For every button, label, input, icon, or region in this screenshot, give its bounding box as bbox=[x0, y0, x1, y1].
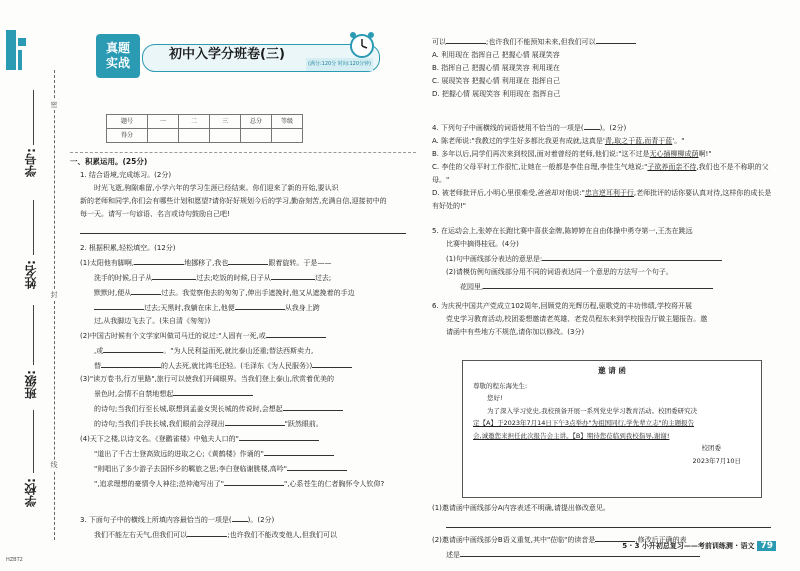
page-footer bbox=[622, 541, 776, 551]
blank[interactable] bbox=[287, 461, 347, 471]
school-label: 学校: bbox=[24, 478, 38, 507]
text: 可以 bbox=[432, 38, 446, 46]
letter-body: 定【A】于2023年7月14日下午3点举办"为祖国同行,学先辈立志"的主题报告 bbox=[473, 419, 695, 427]
score-cell: 题号 bbox=[107, 115, 148, 129]
score-cell: 总分 bbox=[241, 115, 272, 129]
blank[interactable] bbox=[187, 527, 227, 537]
binding-margin bbox=[0, 0, 62, 571]
score-input[interactable] bbox=[179, 129, 210, 143]
text: 的人去死,就比鸿毛还轻。(毛泽东《为人民服务》) bbox=[161, 362, 313, 370]
text: "跃然眼前。 bbox=[284, 420, 323, 428]
letter-date: 2023年7月10日 bbox=[692, 456, 741, 465]
letter-signature: 校团委 bbox=[701, 444, 721, 452]
text: 默默时,便从 bbox=[94, 289, 132, 297]
blank[interactable] bbox=[264, 446, 334, 456]
letter-body: 会,诚邀您来担任此次报告会主讲。【B】期待您莅临到我校指导,谢谢! bbox=[473, 431, 670, 440]
passage-line: 新的老师和同学,你们会有哪些计划和愿望?请你好好规划今后的学习,勤奋刻苦,充满自信,迎接初中的 bbox=[80, 197, 387, 205]
school-field[interactable] bbox=[33, 410, 34, 473]
score-cell: 二 bbox=[179, 115, 210, 129]
question-stem: )。(2分) bbox=[247, 516, 275, 524]
class-field[interactable] bbox=[33, 305, 34, 365]
blank[interactable] bbox=[235, 300, 285, 310]
answer-line[interactable] bbox=[483, 279, 713, 289]
underlined-phrase: 忠言逆耳利于行 bbox=[584, 189, 634, 197]
underlined-phrase: 青,取之于蓝,而青于蓝 bbox=[604, 137, 673, 145]
text: 花园里, bbox=[460, 283, 484, 291]
blank[interactable] bbox=[312, 358, 352, 368]
answer-line[interactable] bbox=[542, 251, 722, 261]
text: ,修改后正确的表 bbox=[635, 536, 687, 544]
answer-line[interactable] bbox=[446, 515, 771, 528]
text: ,或 bbox=[94, 347, 104, 355]
text: 过去。我觉察他去的匆匆了,伸出手遮挽时,他又从遮挽着的手边 bbox=[161, 289, 355, 297]
option-c[interactable]: C. 展现笑容 把握心情 利用现在 指挥自己 bbox=[432, 77, 561, 85]
question-stem: )。(2分) bbox=[599, 124, 627, 132]
score-input[interactable] bbox=[148, 129, 179, 143]
text: 啊!" bbox=[698, 150, 712, 158]
blank[interactable] bbox=[103, 343, 163, 353]
question-3 bbox=[80, 512, 416, 542]
text: ;也许我们不能预知未来,但我们可以 bbox=[486, 38, 596, 46]
text: ",追求理想的豪情令人神往;范仲淹写出了" bbox=[94, 480, 225, 488]
text: 过去;天黑时,我躺在床上,他便 bbox=[144, 304, 235, 312]
question-3-continued bbox=[432, 34, 777, 101]
student-id-label: 学号: bbox=[24, 148, 38, 177]
question-stem: 党史学习教育活动,校团委想邀请老英雄、老党员程东来到学校报告厅做主题报告。邀 bbox=[446, 315, 708, 323]
letter-hello: 您好! bbox=[487, 394, 503, 402]
text: "道出了千古士登高致远的进取之心;《黄鹤楼》作诵的" bbox=[94, 450, 264, 458]
sub-question: (1)句中画线部分表达的意思是: bbox=[446, 255, 543, 263]
question-5 bbox=[432, 225, 777, 294]
underlined-phrase: 子欲养而亲不待 bbox=[647, 163, 697, 171]
sub-question: (1)邀请函中画线部分A内容表述不明确,请提出修改意见。 bbox=[432, 504, 610, 512]
option-d[interactable]: D. 把握心情 展现笑容 利用现在 指挥自己 bbox=[432, 90, 561, 98]
question-stem: 6. 为庆祝中国共产党成立102周年,回顾党的光辉历程,驱歌党的丰功伟绩,学校将开展 bbox=[432, 302, 692, 310]
real-exam-badge bbox=[96, 34, 140, 78]
blank[interactable] bbox=[224, 476, 284, 486]
text: 我们不能左右天气,但我们可以 bbox=[94, 531, 188, 539]
question-6 bbox=[432, 300, 777, 339]
score-table-score-row bbox=[107, 129, 303, 143]
text: '。" bbox=[672, 137, 685, 145]
section-divider bbox=[70, 152, 416, 153]
score-input[interactable] bbox=[272, 129, 303, 143]
blank[interactable] bbox=[101, 358, 161, 368]
answer-paren[interactable] bbox=[584, 120, 600, 130]
blank[interactable] bbox=[173, 386, 253, 396]
text: 洗手的时候,日子从 bbox=[94, 274, 153, 282]
name-field[interactable] bbox=[33, 200, 34, 255]
text: 的诗句;当我们手扶长城,我们眼前会浮现出 bbox=[94, 420, 225, 428]
blank[interactable] bbox=[446, 34, 486, 44]
passage-line: 时光飞逝,驹隙难留,小学六年的学习生涯已经结束。你们迎来了新的开始,要认识 bbox=[94, 184, 339, 192]
right-column bbox=[432, 30, 777, 565]
question-4 bbox=[432, 120, 777, 213]
text: 景色时,会情不自禁地想起 bbox=[94, 390, 174, 398]
text: 跟着旋转。于是—— bbox=[268, 259, 332, 267]
left-column bbox=[66, 30, 416, 565]
question-stem: 2. 根据积累,轻松填空。(12分) bbox=[80, 244, 176, 252]
score-cell: 得分 bbox=[107, 129, 148, 143]
blank[interactable] bbox=[152, 270, 196, 280]
page-number: 79 bbox=[757, 541, 776, 551]
option-c: C. 李佳的父母平时工作很忙,让她在一般都是李佳自理,李佳生气地说:" bbox=[432, 163, 648, 171]
time-tag: (满分:120分 时间:120分钟) bbox=[306, 58, 373, 71]
title-bar bbox=[142, 44, 380, 72]
print-code: HZBT2 bbox=[6, 557, 23, 563]
question-6-subs bbox=[432, 502, 777, 562]
text: (2)中国古时候有个文学家叫做司马迁的说过:"人固有一死,或 bbox=[80, 332, 266, 340]
blank[interactable] bbox=[283, 401, 343, 411]
blank[interactable] bbox=[228, 255, 268, 265]
letter-heading: 邀 请 函 bbox=[598, 366, 626, 375]
text: 的诗句;当我们行至长城,联想到孟姜女哭长城的传说时,会想起 bbox=[94, 405, 283, 413]
passage-line: 每一天。请写一句谚语、名言或诗句鼓励自己吧! bbox=[80, 210, 230, 218]
text: 过去;吃饭的时候,日子从 bbox=[196, 274, 271, 282]
sub-question: (2)邀请函中画线部分B语义重复,其中"莅临"的读音是 bbox=[432, 536, 596, 544]
invitation-letter bbox=[462, 360, 762, 498]
text: ,老师批评的话你要认真对待,这样你的成长是有好处的!" bbox=[432, 189, 772, 210]
alarm-clock-icon bbox=[346, 28, 378, 60]
text: 替 bbox=[94, 362, 101, 370]
blank[interactable] bbox=[131, 285, 161, 295]
score-table-header-row bbox=[107, 115, 303, 129]
question-1 bbox=[80, 169, 416, 234]
option-a: A. 陈老师说:"我教过的学生好多都比我更有成就,这真是' bbox=[432, 137, 605, 145]
score-cell: 三 bbox=[210, 115, 241, 129]
question-stem: 4. 下列句子中画横线的词语使用不恰当的一项是( bbox=[432, 124, 584, 132]
question-stem: 1. 结合语境,完成练习。(2分) bbox=[80, 171, 172, 179]
text: ",心系苍生的仁者胸怀令人钦仰? bbox=[284, 480, 385, 488]
text: "则唱出了多少游子去国怀乡的羁旅之思;李白登临谢朓楼,高吟" bbox=[94, 465, 288, 473]
text: (3)"读万卷书,行万里路",旅行可以使我们开阔眼界。当我们登上泰山,欣赏着优美的 bbox=[80, 375, 335, 383]
footer-text: 5 · 3 小升初总复习——考前训练测 · 语文 bbox=[622, 542, 755, 550]
question-stem: 请函中有些地方不规范,请你加以修改。(3分) bbox=[446, 328, 585, 336]
option-d: D. 被老师批评后,小明心里很难受,爸爸却对他说:" bbox=[432, 189, 585, 197]
class-label: 班级: bbox=[24, 370, 38, 399]
text: 过去; bbox=[314, 274, 332, 282]
answer-paren[interactable] bbox=[232, 512, 248, 522]
option-b[interactable]: B. 指挥自己 把握心情 展现笑容 利用现在 bbox=[432, 64, 560, 72]
seal-word-feng: 封 bbox=[47, 290, 61, 300]
option-b: B. 多年以后,同学们再次来到校园,面对着曾经的老师,他们说:"这不过是 bbox=[432, 150, 650, 158]
text: 。"为人民利益而死,就比泰山还重;替法西斯卖力, bbox=[163, 347, 314, 355]
text: (4)天下之楼,以诗文名。《登鹳雀楼》中勉夫人口的" bbox=[80, 435, 239, 443]
text: ,我们也不是不称职的父母。" bbox=[432, 163, 769, 184]
score-cell: 一 bbox=[148, 115, 179, 129]
question-stem: 5. 在运动会上,张婷在长跑比赛中喜获金牌,陈婷婷在自由体操中勇夺第一,王杰在跳远 bbox=[432, 227, 693, 235]
text: (1)太阳他有脚啊, bbox=[80, 259, 135, 267]
text: 过,从我脚边飞去了。(朱自清《匆匆》) bbox=[94, 317, 211, 325]
letter-greeting: 尊敬的程东海先生: bbox=[473, 381, 528, 390]
question-2 bbox=[80, 242, 416, 491]
score-input[interactable] bbox=[210, 129, 241, 143]
badge-line-1: 真题 bbox=[105, 41, 130, 55]
blank[interactable] bbox=[134, 255, 184, 265]
blank[interactable] bbox=[94, 300, 144, 310]
question-stem: 比赛中摘得桂冠。(4分) bbox=[446, 240, 519, 248]
blank[interactable] bbox=[266, 328, 326, 338]
student-id-field[interactable] bbox=[33, 90, 34, 145]
letter-body: 为了深入学习党史,我校预备开展一系列党史学习教育活动。校团委研究决 bbox=[487, 406, 698, 415]
option-a[interactable]: A. 利用现在 指挥自己 把握心情 展现笑容 bbox=[432, 51, 560, 59]
blank[interactable] bbox=[271, 270, 315, 280]
text: 述是 bbox=[446, 551, 460, 559]
question-stem: 3. 下面句子中的横线上所填内容最恰当的一项是( bbox=[80, 516, 232, 524]
text: ;也许我们不能改变他人,但我们可以 bbox=[227, 531, 337, 539]
blank[interactable] bbox=[239, 431, 319, 441]
blank[interactable] bbox=[225, 416, 285, 426]
text: 从我身上跨 bbox=[284, 304, 320, 312]
underlined-phrase: 无心插柳柳成荫 bbox=[649, 150, 699, 158]
text: 地挪移了,我也 bbox=[184, 259, 229, 267]
answer-line[interactable] bbox=[80, 221, 406, 234]
name-label: 姓名: bbox=[24, 260, 38, 289]
page-title: 初中入学分班卷(三) bbox=[169, 47, 285, 62]
score-cell: 等级 bbox=[272, 115, 303, 129]
badge-line-2: 实战 bbox=[105, 56, 130, 70]
seal-word-mi: 密 bbox=[47, 100, 61, 110]
sub-question: (2)请模仿例句画线部分用不同的词语表达同一个意思的方法写一个句子。 bbox=[446, 268, 673, 276]
score-table bbox=[106, 114, 303, 143]
blank[interactable] bbox=[596, 34, 636, 44]
corner-logo-icon bbox=[4, 28, 30, 72]
seal-word-xian: 线 bbox=[47, 460, 61, 470]
score-input[interactable] bbox=[241, 129, 272, 143]
section-heading: 一、积累运用。(25分) bbox=[70, 157, 148, 166]
